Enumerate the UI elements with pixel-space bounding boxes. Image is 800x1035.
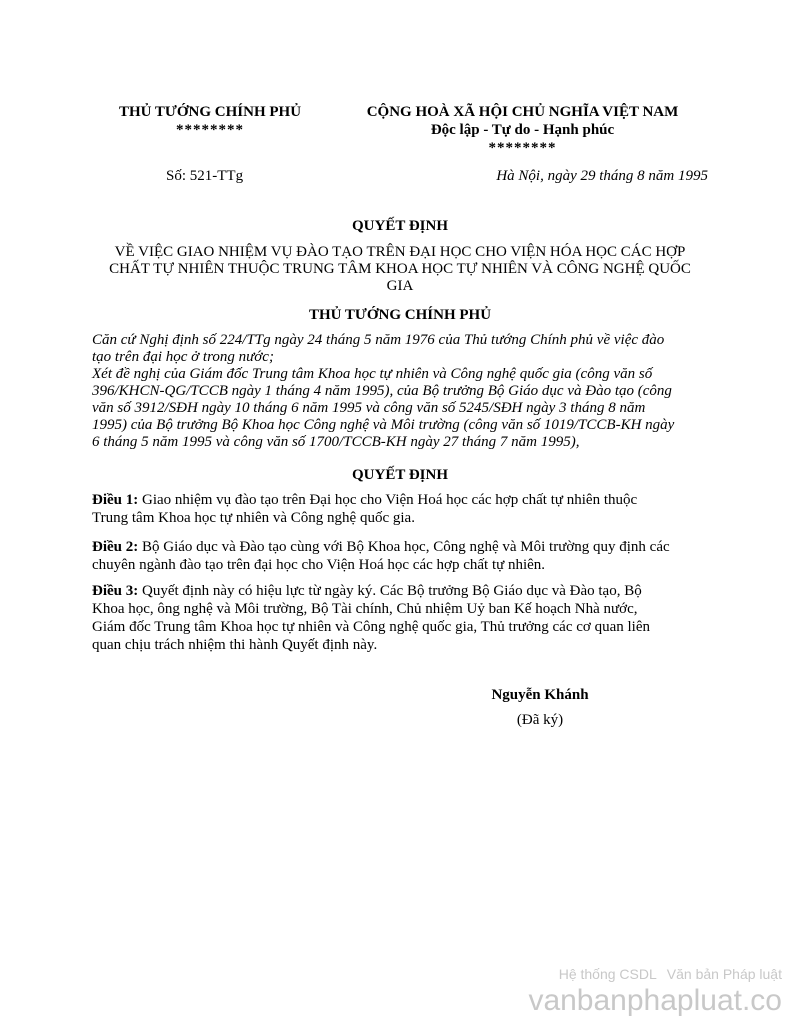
document-subject xyxy=(92,244,708,295)
article-line xyxy=(92,582,708,600)
signer-name: Nguyễn Khánh xyxy=(491,687,589,703)
article-text: Giao nhiệm vụ đào tạo trên Đại học cho Viện Hoá học các hợp chất tự nhiên thuộc xyxy=(142,492,638,508)
issuing-agency-block xyxy=(100,103,320,139)
subject-line: VỀ VIỆC GIAO NHIỆM VỤ ĐÀO TẠO TRÊN ĐẠI HỌC CHO VIỆN HÓA HỌC CÁC HỢP xyxy=(114,244,686,260)
basis-line: tạo trên đại học ở trong nước; xyxy=(92,349,274,365)
basis-line: 396/KHCN-QG/TCCB ngày 1 tháng 4 năm 1995), của Bộ trưởng Bộ Giáo dục và Đào tạo (công xyxy=(92,383,672,399)
article-1 xyxy=(92,491,708,527)
article-3 xyxy=(92,582,708,654)
article-line: chuyên ngành đào tạo trên đại học cho Viện Hoá học các hợp chất tự nhiên. xyxy=(92,557,546,573)
basis-line: Xét đề nghị của Giám đốc Trung tâm Khoa học tự nhiên và Công nghệ quốc gia (công văn số xyxy=(92,366,653,382)
article-label: Điều 1: xyxy=(92,492,139,508)
basis-line: 1995) của Bộ trưởng Bộ Khoa học Công nghệ và Môi trường (công văn số 1019/TCCB-KH ngày xyxy=(92,417,675,433)
watermark-site: vanbanphapluat.co xyxy=(528,984,782,1017)
article-label: Điều 3: xyxy=(92,583,139,599)
agency-stars: ******** xyxy=(176,122,244,138)
article-line: Trung tâm Khoa học tự nhiên và Công nghệ quốc gia. xyxy=(92,510,415,526)
basis-line: Căn cứ Nghị định số 224/TTg ngày 24 tháng 5 năm 1976 của Thủ tướng Chính phủ về việc đào xyxy=(92,332,665,348)
watermark-caption-part: Văn bản Pháp luật xyxy=(666,966,782,982)
basis-line: 6 tháng 5 năm 1995 và công văn số 1700/TCCB-KH ngày 27 tháng 7 năm 1995), xyxy=(92,434,580,450)
article-text: Bộ Giáo dục và Đào tạo cùng với Bộ Khoa học, Công nghệ và Môi trường quy định các xyxy=(142,539,670,555)
legal-basis xyxy=(92,332,708,451)
document-number: Số: 521-TTg xyxy=(166,168,244,184)
article-line: Khoa học, ông nghệ và Môi trường, Bộ Tài chính, Chủ nhiệm Uỷ ban Kế hoạch Nhà nước, xyxy=(92,601,638,617)
watermark-caption xyxy=(559,966,782,982)
article-line xyxy=(92,538,708,556)
article-line: quan chịu trách nhiệm thi hành Quyết định này. xyxy=(92,637,378,653)
subject-line: GIA xyxy=(386,278,414,294)
issuer-heading: THỦ TƯỚNG CHÍNH PHỦ xyxy=(308,307,492,323)
nation-name: CỘNG HOÀ XÃ HỘI CHỦ NGHĨA VIỆT NAM xyxy=(366,104,679,120)
signature-status: (Đã ký) xyxy=(516,712,564,728)
article-line: Giám đốc Trung tâm Khoa học tự nhiên và Công nghệ quốc gia, Thủ trưởng các cơ quan liên xyxy=(92,619,650,635)
decision-heading: QUYẾT ĐỊNH xyxy=(352,467,448,483)
article-label: Điều 2: xyxy=(92,539,139,555)
national-header-block xyxy=(340,103,705,157)
motto-stars: ******** xyxy=(488,140,557,156)
subject-line: CHẤT TỰ NHIÊN THUỘC TRUNG TÂM KHOA HỌC TỰ NHIÊN VÀ CÔNG NGHỆ QUỐC xyxy=(109,261,691,277)
national-motto: Độc lập - Tự do - Hạnh phúc xyxy=(430,122,615,138)
document-date-place: Hà Nội, ngày 29 tháng 8 năm 1995 xyxy=(496,168,708,184)
watermark-caption-part: Hệ thống CSDL xyxy=(558,966,657,982)
basis-line: văn số 3912/SĐH ngày 10 tháng 6 năm 1995 và công văn số 5245/SĐH ngày 3 tháng 8 năm xyxy=(92,400,646,416)
document-type-title: QUYẾT ĐỊNH xyxy=(352,218,448,234)
issuing-agency: THỦ TƯỚNG CHÍNH PHỦ xyxy=(118,104,302,120)
article-line xyxy=(92,491,708,509)
article-text: Quyết định này có hiệu lực từ ngày ký. Các Bộ trưởng Bộ Giáo dục và Đào tạo, Bộ xyxy=(142,583,642,599)
article-2 xyxy=(92,538,708,574)
